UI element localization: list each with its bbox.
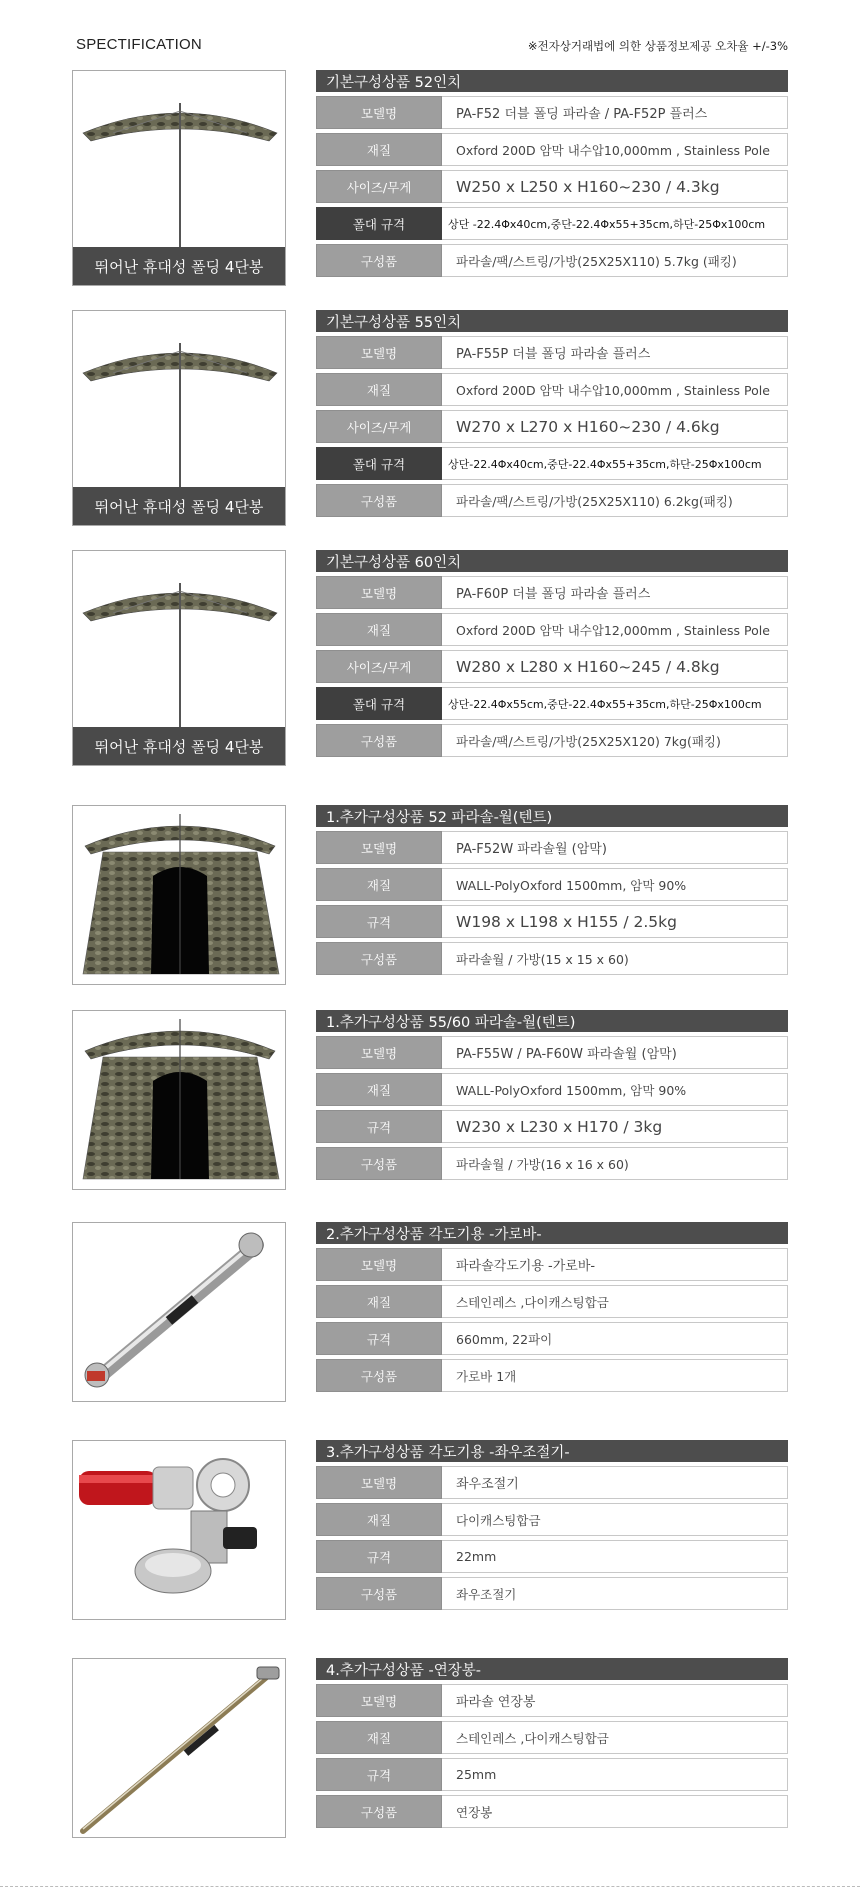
spec-label: 규격 <box>316 1110 442 1143</box>
spec-label: 사이즈/무게 <box>316 410 442 443</box>
spec-row-material <box>316 868 788 901</box>
spec-row-pole <box>316 447 788 480</box>
spec-label: 모델명 <box>316 1684 442 1717</box>
spec-value: 상단-22.4Φx55cm,중단-22.4Φx55+35cm,하단-25Φx100cm <box>442 687 788 720</box>
spec-value: 상단-22.4Φx40cm,중단-22.4Φx55+35cm,하단-25Φx100cm <box>442 447 788 480</box>
parasol-photo <box>72 550 286 766</box>
spec-label: 모델명 <box>316 831 442 864</box>
spec-label: 모델명 <box>316 1248 442 1281</box>
spec-value: WALL-PolyOxford 1500mm, 암막 90% <box>442 1073 788 1106</box>
parasol-photo <box>72 70 286 286</box>
tent-photo <box>72 805 286 985</box>
spec-table <box>316 70 788 277</box>
spec-label: 재질 <box>316 133 442 166</box>
spec-row-contents <box>316 484 788 517</box>
spec-value: 22mm <box>442 1540 788 1573</box>
crossbar-photo <box>72 1222 286 1402</box>
spec-label: 모델명 <box>316 336 442 369</box>
spec-label: 사이즈/무게 <box>316 170 442 203</box>
photo-caption: 뛰어난 휴대성 폴딩 4단봉 <box>73 727 285 765</box>
tent-photo <box>72 1010 286 1190</box>
photo-caption: 뛰어난 휴대성 폴딩 4단봉 <box>73 487 285 525</box>
spec-label: 규격 <box>316 1758 442 1791</box>
spec-value: PA-F52 더블 폴딩 파라솔 / PA-F52P 플러스 <box>442 96 788 129</box>
spec-row-contents <box>316 724 788 757</box>
spec-table <box>316 550 788 757</box>
spec-row-model <box>316 336 788 369</box>
spec-row-contents <box>316 1359 788 1392</box>
spec-label: 재질 <box>316 1073 442 1106</box>
spec-label: 재질 <box>316 1285 442 1318</box>
adjuster-photo <box>72 1440 286 1620</box>
spec-row-material <box>316 1073 788 1106</box>
spec-row-contents <box>316 1795 788 1828</box>
spec-value: W280 x L280 x H160~245 / 4.8kg <box>442 650 788 683</box>
spec-table <box>316 1658 788 1828</box>
spec-label: 사이즈/무게 <box>316 650 442 683</box>
spec-value: 연장봉 <box>442 1795 788 1828</box>
spec-label: 구성품 <box>316 484 442 517</box>
spec-table <box>316 1010 788 1180</box>
spec-row-model <box>316 96 788 129</box>
spec-label: 재질 <box>316 1503 442 1536</box>
spec-row-contents <box>316 1577 788 1610</box>
spec-value: 파라솔/팩/스트링/가방(25X25X120) 7kg(패킹) <box>442 724 788 757</box>
spec-value: 파라솔 연장봉 <box>442 1684 788 1717</box>
spec-row-material <box>316 613 788 646</box>
extension-pole-image <box>73 1659 286 1838</box>
spec-label: 구성품 <box>316 724 442 757</box>
spec-value: 가로바 1개 <box>442 1359 788 1392</box>
spec-label: 규격 <box>316 905 442 938</box>
spec-label: 모델명 <box>316 1036 442 1069</box>
spec-value: W250 x L250 x H160~230 / 4.3kg <box>442 170 788 203</box>
spec-row-model <box>316 1684 788 1717</box>
spec-value: 좌우조절기 <box>442 1466 788 1499</box>
spec-table <box>316 805 788 975</box>
spec-label: 재질 <box>316 613 442 646</box>
spec-row-spec <box>316 1110 788 1143</box>
spec-row-size <box>316 170 788 203</box>
spec-label: 재질 <box>316 1721 442 1754</box>
spec-title: 1.추가구성상품 52 파라솔-월(텐트) <box>316 805 788 827</box>
spec-value: PA-F52W 파라솔월 (암막) <box>442 831 788 864</box>
spec-row-model <box>316 831 788 864</box>
spec-label: 구성품 <box>316 1795 442 1828</box>
spec-row-spec <box>316 905 788 938</box>
spec-row-material <box>316 1285 788 1318</box>
spec-label: 폴대 규격 <box>316 687 442 720</box>
spec-row-material <box>316 373 788 406</box>
spec-row-spec <box>316 1758 788 1791</box>
spec-value: PA-F60P 더블 폴딩 파라솔 플러스 <box>442 576 788 609</box>
spec-value: Oxford 200D 암막 내수압10,000mm , Stainless Pole <box>442 133 788 166</box>
parasol-image <box>73 551 286 729</box>
spec-row-model <box>316 1248 788 1281</box>
extension-pole-photo <box>72 1658 286 1838</box>
tent-image <box>73 1011 286 1190</box>
parasol-photo <box>72 310 286 526</box>
tent-image <box>73 806 286 985</box>
spec-value: 파라솔월 / 가방(15 x 15 x 60) <box>442 942 788 975</box>
parasol-image <box>73 71 286 249</box>
spec-label: 구성품 <box>316 1577 442 1610</box>
spec-value: 스테인레스 ,다이캐스팅합금 <box>442 1285 788 1318</box>
spec-title: 2.추가구성상품 각도기용 -가로바- <box>316 1222 788 1244</box>
spec-label: 규격 <box>316 1322 442 1355</box>
crossbar-image <box>73 1223 286 1402</box>
spec-table <box>316 310 788 517</box>
spec-row-contents <box>316 1147 788 1180</box>
spec-value: WALL-PolyOxford 1500mm, 암막 90% <box>442 868 788 901</box>
parasol-image <box>73 311 286 489</box>
spec-label: 모델명 <box>316 576 442 609</box>
spec-row-material <box>316 1503 788 1536</box>
photo-caption: 뛰어난 휴대성 폴딩 4단봉 <box>73 247 285 285</box>
spec-label: 구성품 <box>316 1359 442 1392</box>
spec-label: 구성품 <box>316 942 442 975</box>
spec-title: 3.추가구성상품 각도기용 -좌우조절기- <box>316 1440 788 1462</box>
spec-label: 폴대 규격 <box>316 207 442 240</box>
spec-table <box>316 1222 788 1392</box>
spec-value: 660mm, 22파이 <box>442 1322 788 1355</box>
spec-title: 1.추가구성상품 55/60 파라솔-월(텐트) <box>316 1010 788 1032</box>
spec-value: 다이캐스팅합금 <box>442 1503 788 1536</box>
spec-value: 상단 -22.4Φx40cm,중단-22.4Φx55+35cm,하단-25Φx100cm <box>442 207 788 240</box>
error-rate-note: ※전자상거래법에 의한 상품정보제공 오차율 +/-3% <box>527 39 788 53</box>
spec-title: 기본구성상품 60인치 <box>316 550 788 572</box>
spec-row-spec <box>316 1322 788 1355</box>
spec-value: PA-F55P 더블 폴딩 파라솔 플러스 <box>442 336 788 369</box>
spec-value: 25mm <box>442 1758 788 1791</box>
spec-row-size <box>316 650 788 683</box>
spec-row-model <box>316 576 788 609</box>
spec-value: 파라솔월 / 가방(16 x 16 x 60) <box>442 1147 788 1180</box>
spec-value: 스테인레스 ,다이캐스팅합금 <box>442 1721 788 1754</box>
spec-title: 기본구성상품 52인치 <box>316 70 788 92</box>
spec-label: 구성품 <box>316 1147 442 1180</box>
spec-value: W230 x L230 x H170 / 3kg <box>442 1110 788 1143</box>
spec-value: PA-F55W / PA-F60W 파라솔월 (암막) <box>442 1036 788 1069</box>
spec-label: 모델명 <box>316 96 442 129</box>
spec-value: 파라솔각도기용 -가로바- <box>442 1248 788 1281</box>
spec-row-size <box>316 410 788 443</box>
spec-label: 재질 <box>316 373 442 406</box>
spec-label: 재질 <box>316 868 442 901</box>
bottom-divider <box>0 1886 860 1887</box>
spec-row-contents <box>316 244 788 277</box>
spec-row-model <box>316 1036 788 1069</box>
spec-title: 4.추가구성상품 -연장봉- <box>316 1658 788 1680</box>
spec-value: W198 x L198 x H155 / 2.5kg <box>442 905 788 938</box>
spec-row-contents <box>316 942 788 975</box>
spec-label: 모델명 <box>316 1466 442 1499</box>
spec-value: Oxford 200D 암막 내수압12,000mm , Stainless Pole <box>442 613 788 646</box>
spec-label: 규격 <box>316 1540 442 1573</box>
spec-value: W270 x L270 x H160~230 / 4.6kg <box>442 410 788 443</box>
spec-value: Oxford 200D 암막 내수압10,000mm , Stainless Pole <box>442 373 788 406</box>
spec-label: 구성품 <box>316 244 442 277</box>
spec-row-material <box>316 1721 788 1754</box>
spec-row-pole <box>316 687 788 720</box>
spec-row-material <box>316 133 788 166</box>
page-title: SPECTIFICATION <box>76 36 202 53</box>
spec-title: 기본구성상품 55인치 <box>316 310 788 332</box>
spec-table <box>316 1440 788 1610</box>
spec-value: 파라솔/팩/스트링/가방(25X25X110) 6.2kg(패킹) <box>442 484 788 517</box>
adjuster-image <box>73 1441 286 1620</box>
spec-row-spec <box>316 1540 788 1573</box>
spec-value: 좌우조절기 <box>442 1577 788 1610</box>
spec-row-model <box>316 1466 788 1499</box>
spec-value: 파라솔/팩/스트링/가방(25X25X110) 5.7kg (패킹) <box>442 244 788 277</box>
spec-row-pole <box>316 207 788 240</box>
spec-label: 폴대 규격 <box>316 447 442 480</box>
